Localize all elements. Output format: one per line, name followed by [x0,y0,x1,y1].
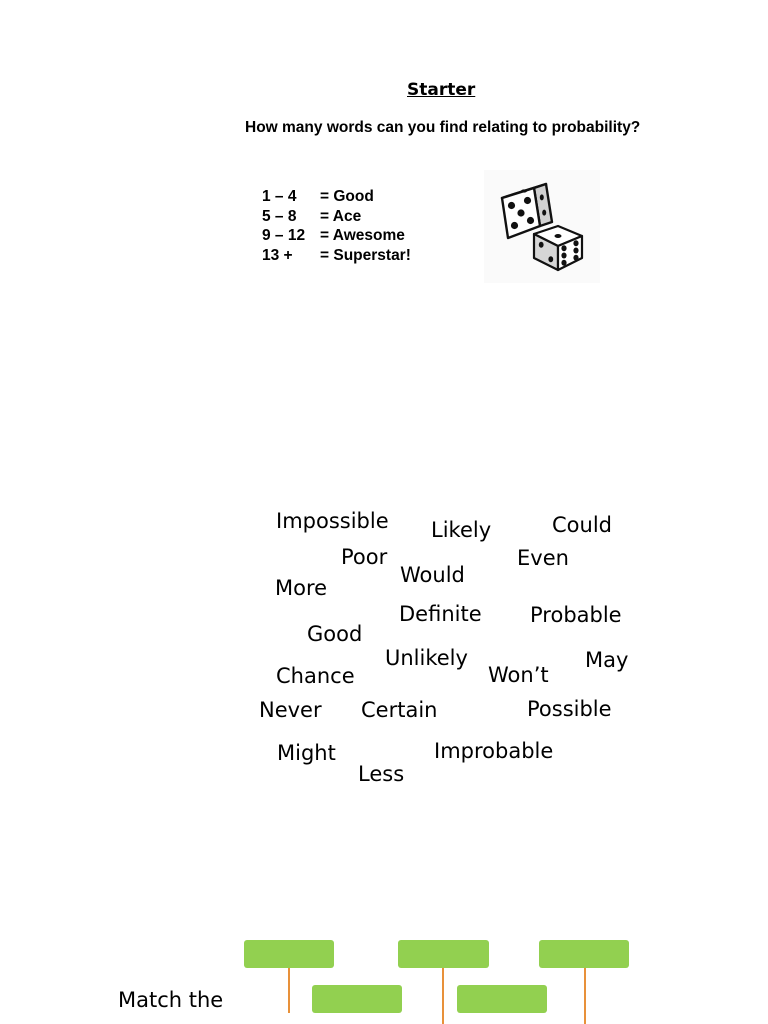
word-would: Would [400,563,465,587]
score-range: 13 + [262,246,293,264]
die-pip [524,197,531,204]
word-poor: Poor [341,545,388,569]
score-range: 1 – 4 [262,188,297,205]
die-pip [542,210,546,216]
word-might: Might [277,741,336,765]
score-row [262,187,432,207]
word-may: May [585,648,629,672]
score-rating: = Ace [320,207,362,225]
die-pip [548,256,553,262]
die-pip [573,248,578,254]
score-rating: = Good [320,188,374,205]
die-pip [561,260,566,266]
word-likely: Likely [431,518,492,542]
word-could: Could [552,513,612,537]
die-pip [517,209,524,216]
die-pip [561,245,566,251]
connector-line [288,968,290,1013]
score-row [262,207,432,227]
die-pip [573,240,578,246]
die-pip [540,194,544,200]
matching-instruction: Match the [118,988,224,1012]
die-pip [521,189,527,192]
starter-question: How many words can you find relating to probability? [245,119,641,136]
label-box [312,985,402,1013]
label-box [244,940,334,968]
word-good: Good [307,622,363,646]
score-rating: = Superstar! [320,246,411,264]
word-unlikely: Unlikely [385,646,468,670]
word-wont: Won’t [488,663,549,687]
label-box [539,940,629,968]
word-improbable: Improbable [434,739,554,763]
score-table [262,187,432,265]
word-chance: Chance [276,664,355,688]
word-certain: Certain [361,698,438,722]
score-range: 9 – 12 [262,227,306,244]
score-range: 5 – 8 [262,207,297,225]
die-pip [539,242,544,248]
word-less: Less [358,762,405,786]
word-more: More [275,576,328,600]
word-even: Even [517,546,569,570]
score-rating: = Awesome [320,227,405,244]
connector-line [442,968,444,1024]
die-pip [573,255,578,261]
word-possible: Possible [527,697,612,721]
die-pip [527,217,534,224]
label-box [398,940,489,968]
word-impossible: Impossible [276,509,389,533]
score-row [262,246,432,266]
connector-line [584,968,586,1024]
word-probable: Probable [530,603,622,627]
dice-icon [484,170,600,283]
die-pip [511,222,518,229]
die-pip [561,253,566,259]
page-title: Starter [407,80,476,100]
word-definite: Definite [399,602,482,626]
label-box [457,985,547,1013]
score-row [262,226,432,246]
die-pip [508,202,515,209]
word-never: Never [259,698,322,722]
die-pip [555,234,562,238]
